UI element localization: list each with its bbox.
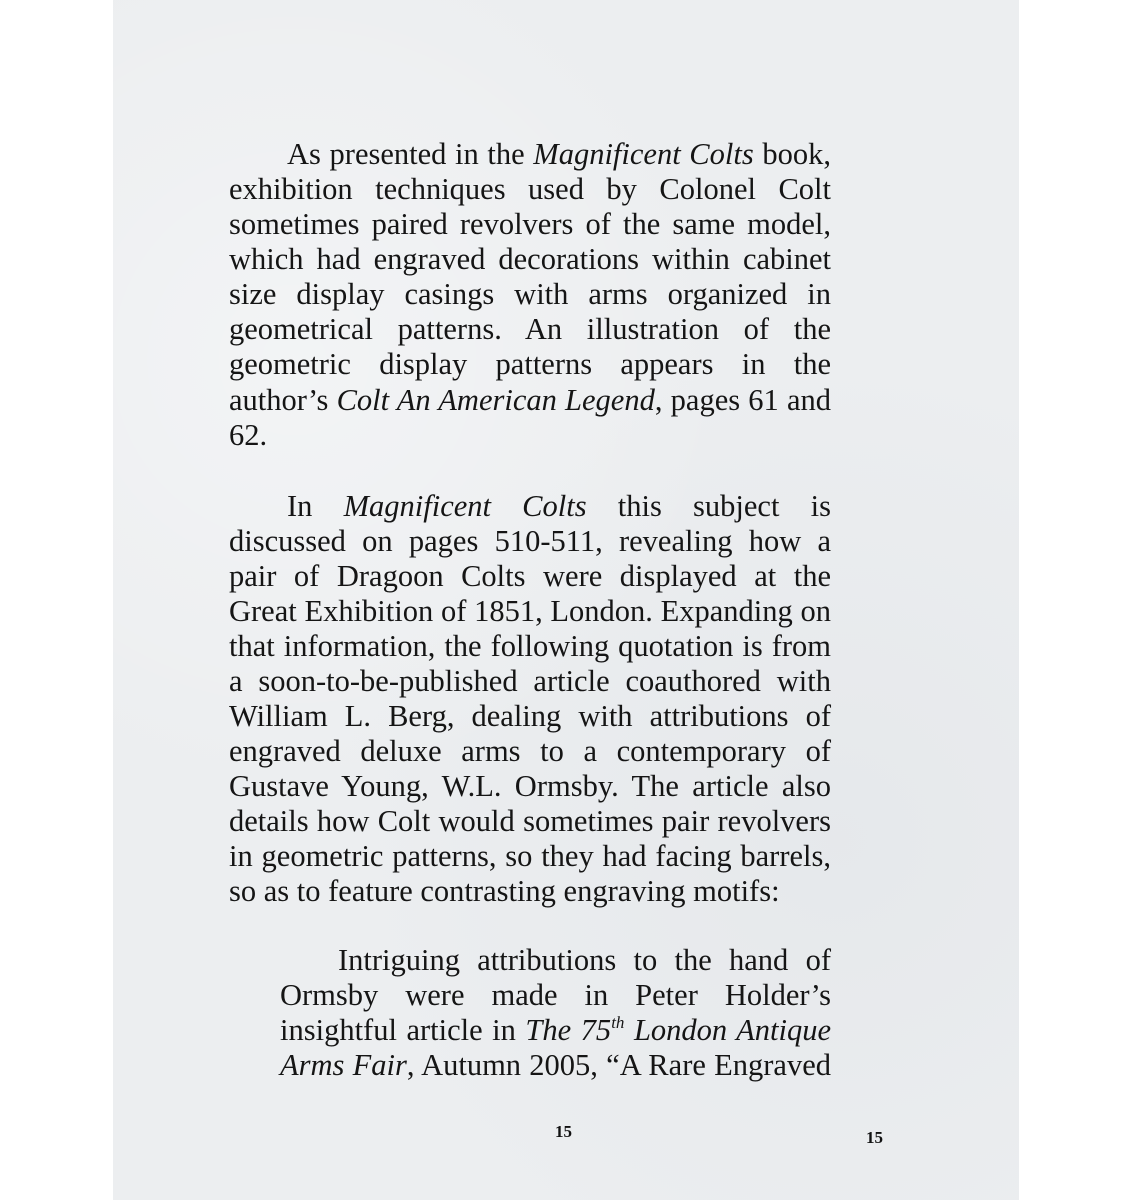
text-line: geometrical patterns. An illustration of the <box>229 312 831 346</box>
text-line: William L. Berg, dealing with attributions of <box>229 699 831 733</box>
text-line <box>280 1013 831 1048</box>
text-span: book, <box>753 137 831 171</box>
document-page <box>113 0 1019 1200</box>
publication-title-italic: Arms Fair <box>280 1048 407 1082</box>
text-line: so as to feature contrasting engraving motifs: <box>229 874 780 908</box>
text-span: , Autumn 2005, “A Rare Engraved <box>406 1048 831 1082</box>
text-line <box>287 489 831 524</box>
text-line: which had engraved decorations within cabinet <box>229 242 831 276</box>
text-line <box>287 137 831 172</box>
text-line <box>229 383 831 418</box>
text-line: size display casings with arms organized in <box>229 277 831 311</box>
book-title-italic: Magnificent Colts <box>343 489 587 523</box>
text-line: Gustave Young, W.L. Ormsby. The article also <box>229 769 831 803</box>
book-title-italic: Colt An American Legend <box>336 383 655 417</box>
text-line: Great Exhibition of 1851, London. Expanding on <box>229 594 831 628</box>
text-line: a soon-to-be-published article coauthored with <box>229 664 831 698</box>
text-line: Intriguing attributions to the hand of <box>338 943 831 977</box>
page-number-center: 15 <box>555 1122 572 1141</box>
publication-title-italic: The 75 <box>525 1013 612 1047</box>
text-line: exhibition techniques used by Colonel Colt <box>229 172 831 206</box>
text-line: engraved deluxe arms to a contemporary of <box>229 734 831 768</box>
page-number-right: 15 <box>866 1128 883 1147</box>
book-title-italic: Magnificent Colts <box>533 137 754 171</box>
text-line: details how Colt would sometimes pair revolvers <box>229 804 831 838</box>
text-line <box>280 1048 831 1083</box>
text-line: that information, the following quotation is from <box>229 629 831 663</box>
text-line: pair of Dragoon Colts were displayed at the <box>229 559 831 593</box>
text-span: As presented in the <box>287 137 534 171</box>
text-line: in geometric patterns, so they had facing barrels, <box>229 839 831 873</box>
text-line: Ormsby were made in Peter Holder’s <box>280 978 831 1012</box>
text-span: , pages 61 and <box>654 383 832 417</box>
ordinal-superscript: th <box>611 1013 625 1032</box>
text-line: 62. <box>229 418 268 452</box>
text-line: geometric display patterns appears in the <box>229 347 831 381</box>
publication-title-italic: London Antique <box>624 1013 831 1047</box>
text-line: sometimes paired revolvers of the same model, <box>229 207 831 241</box>
text-span: insightful article in <box>280 1013 526 1047</box>
text-line: discussed on pages 510-511, revealing how a <box>229 524 831 558</box>
text-span: In <box>287 489 344 523</box>
text-span: author’s <box>229 383 337 417</box>
text-span: this subject is <box>586 489 831 523</box>
